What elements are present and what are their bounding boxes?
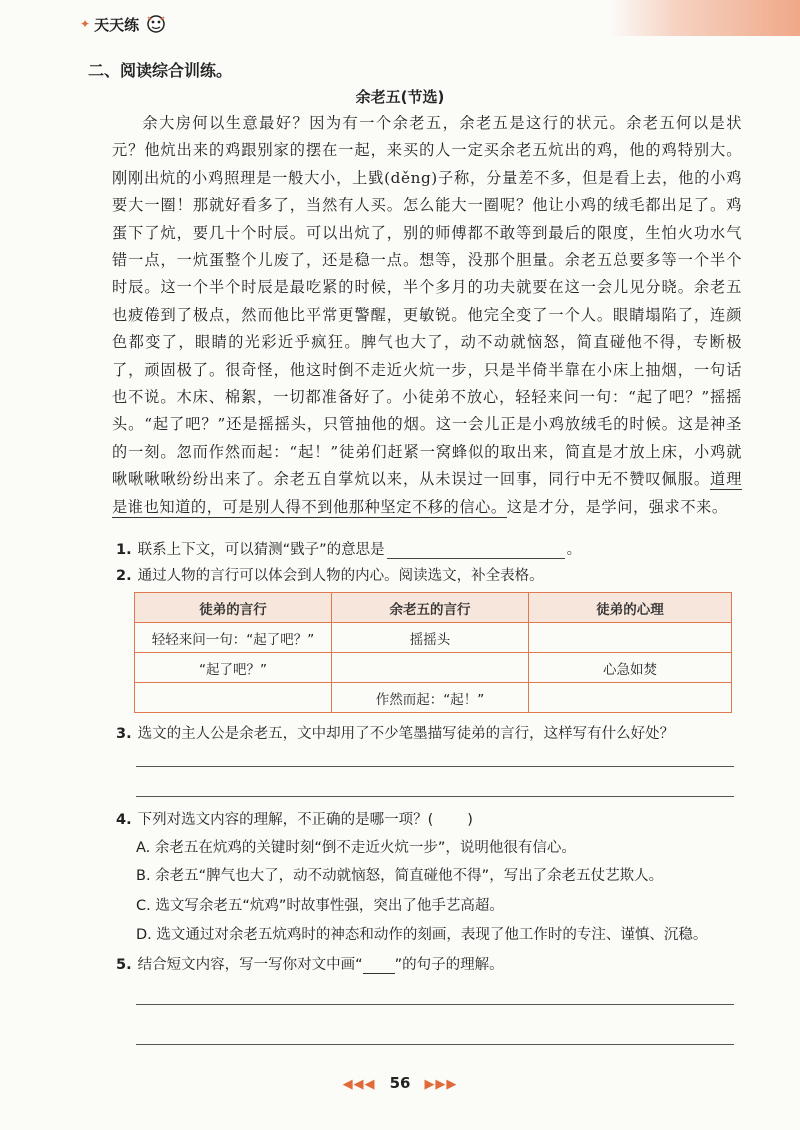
question-number: 3. — [116, 726, 132, 742]
page-footer — [0, 1074, 800, 1092]
table-cell-blank[interactable] — [332, 653, 529, 683]
passage-text: 余大房何以生意最好？因为有一个余老五，余老五是这行的状元。余老五何以是状元？他炕出来的鸡跟别家的摆在一起，来买的人一定买余老五炕出的鸡，他的鸡特别大。刚刚出炕的小鸡照理是一般大小，上戥(děng)子称，分量差不多，但是看上去，他的小鸡要大一圈！那就好看多了，当然有人买。怎么能大一圈呢？他让小鸡的绒毛都出足了。鸡蛋下了炕，要几十个时辰。可以出炕了，别的师傅都不敢等到最后的限度，生怕火功水气错一点，一炕蛋整个儿废了，还是稳一点。想等，没那个胆量。余老五总要多等一个半个时辰。这一个半个时辰是最吃紧的时候，半个多月的功夫就要在这一会儿见分晓。余老五也疲倦到了极点，然而他比平常更警醒，更敏锐。他完全变了一个人。眼睛塌陷了，连颜色都变了，眼睛的光彩近乎疯狂。脾气也大了，动不动就恼怒，简直碰他不得，专断极了，顽固极了。很奇怪，他这时倒不走近火炕一步，只是半倚半靠在小床上抽烟，一句话也不说。木床、棉絮，一切都准备好了。小徒弟不放心，轻轻来问一句：“起了吧？”摇摇头。“起了吧？”还是摇摇头，只管抽他的烟。这一会儿正是小鸡放绒毛的时候。这是神圣的一刻。忽而作然而起：“起！”徒弟们赶紧一窝蜂似的取出来，简直是才放上床，小鸡就啾啾啾啾纷纷出来了。余老五自掌炕以来，从未误过一回事，同行中无不赞叹佩服。 — [112, 114, 742, 489]
paren-close: ) — [467, 812, 473, 828]
passage-paragraph — [112, 110, 742, 521]
option-b[interactable]: B. 余老五“脾气也大了，动不动就恼怒，简直碰他不得”，写出了余老五仗艺欺人。 — [136, 868, 664, 884]
answer-line[interactable] — [136, 1044, 734, 1045]
table-header: 徒弟的言行 — [135, 593, 332, 623]
table-row — [135, 653, 732, 683]
option-a[interactable]: A. 余老五在炕鸡的关键时刻“倒不走近火炕一步”，说明他很有信心。 — [136, 840, 576, 856]
passage-title: 余老五(节选) — [355, 88, 445, 106]
question-number: 4. — [116, 812, 132, 828]
question-text: 选文的主人公是余老五，文中却用了不少笔墨描写徒弟的言行，这样写有什么好处？ — [137, 726, 675, 742]
fill-table — [134, 592, 732, 713]
question-5 — [116, 953, 756, 974]
table-header: 徒弟的心理 — [529, 593, 732, 623]
answer-line[interactable] — [136, 766, 734, 767]
question-4 — [116, 808, 756, 829]
page-number: 56 — [389, 1074, 411, 1092]
practice-badge — [80, 12, 169, 36]
table-cell-blank[interactable] — [529, 623, 732, 653]
question-number: 2. — [116, 568, 132, 584]
left-arrows-icon: ◀◀◀ — [342, 1077, 376, 1092]
section-title: 二、阅读综合训练。 — [88, 61, 233, 80]
question-text-end: 。 — [566, 542, 582, 558]
table-cell: 摇摇头 — [332, 623, 529, 653]
header-decor-stripe — [610, 0, 800, 36]
option-d[interactable]: D. 选文通过对余老五炕鸡时的神态和动作的刻画，表现了他工作时的专注、谨慎、沉稳。 — [136, 927, 708, 943]
question-number: 1. — [116, 542, 132, 558]
badge-label: 天天练 — [94, 15, 140, 34]
question-text: 通过人物的言行可以体会到人物的内心。阅读选文，补全表格。 — [137, 568, 544, 584]
passage-text-end: 这是才分，是学问，强求不来。 — [506, 497, 728, 516]
table-cell: 作然而起：“起！” — [332, 683, 529, 713]
underline-marker — [363, 961, 395, 974]
table-header-row — [135, 593, 732, 623]
table-cell: 心急如焚 — [529, 653, 732, 683]
answer-blank[interactable] — [387, 544, 565, 559]
question-2 — [116, 564, 756, 585]
table-row — [135, 683, 732, 713]
answer-line[interactable] — [136, 1004, 734, 1005]
right-arrows-icon: ▶▶▶ — [424, 1077, 458, 1092]
question-3 — [116, 722, 756, 743]
question-text: 下列对选文内容的理解，不正确的是哪一项？( — [137, 812, 434, 828]
answer-line[interactable] — [136, 796, 734, 797]
mascot-icon — [143, 13, 169, 35]
table-row — [135, 623, 732, 653]
spark-icon: ✦ — [80, 17, 91, 31]
question-1 — [116, 538, 756, 559]
question-number: 5. — [116, 957, 132, 973]
question-text-end: ”的句子的理解。 — [394, 957, 504, 973]
option-c[interactable]: C. 选文写余老五“炕鸡”时故事性强，突出了他手艺高超。 — [136, 898, 504, 914]
table-cell: “起了吧？” — [135, 653, 332, 683]
table-cell-blank[interactable] — [529, 683, 732, 713]
question-text: 联系上下文，可以猜测“戥子”的意思是 — [137, 542, 385, 558]
passage-body — [112, 110, 742, 521]
table-cell: 轻轻来问一句：“起了吧？” — [135, 623, 332, 653]
table-header: 余老五的言行 — [332, 593, 529, 623]
question-text: 结合短文内容，写一写你对文中画“ — [137, 957, 363, 973]
table-cell-blank[interactable] — [135, 683, 332, 713]
underlined-sentence: 道理是谁也知道的，可是别人得不到他那种坚定不移的信心。 — [112, 470, 742, 516]
